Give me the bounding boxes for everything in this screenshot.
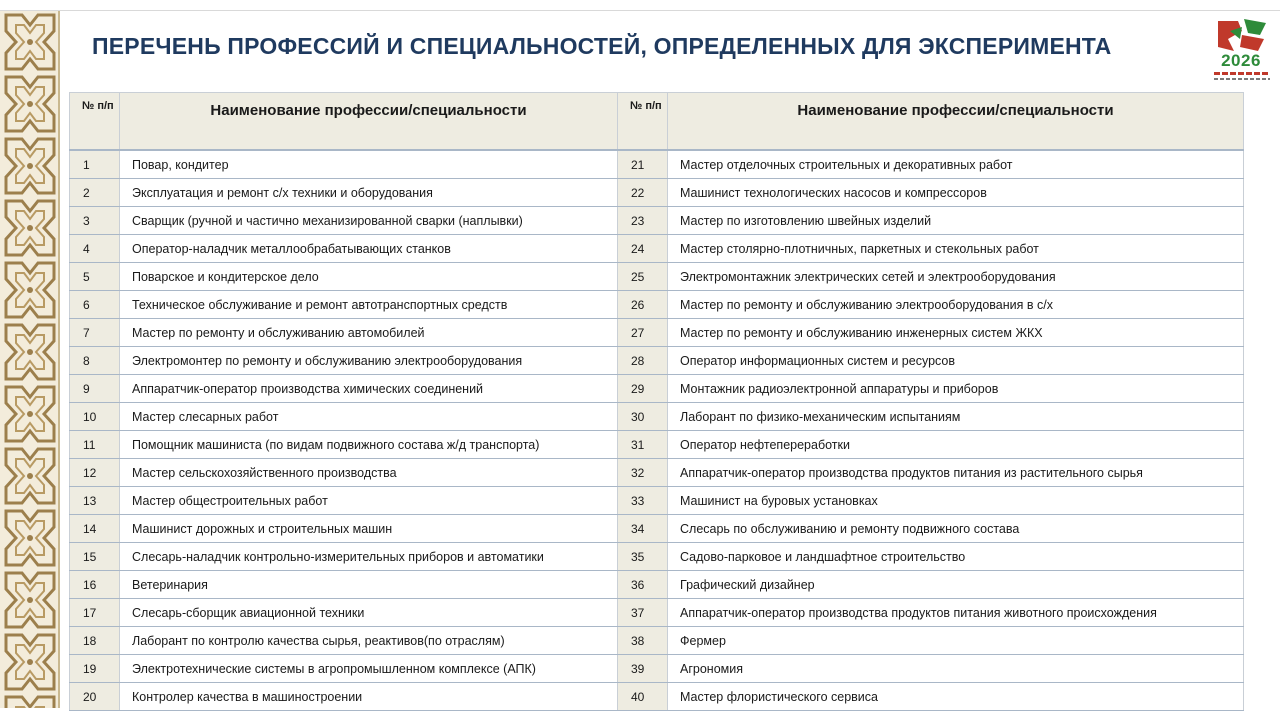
profession-name-left: Эксплуатация и ремонт с/х техники и оборудования — [120, 179, 618, 207]
row-number-right: 23 — [618, 207, 668, 235]
table-row — [70, 515, 1244, 543]
profession-name-left: Помощник машиниста (по видам подвижного состава ж/д транспорта) — [120, 431, 618, 459]
header-name-left: Наименование профессии/специальности — [120, 93, 618, 151]
table-row — [70, 319, 1244, 347]
row-number-right: 33 — [618, 487, 668, 515]
table-row — [70, 599, 1244, 627]
profession-name-left: Аппаратчик-оператор производства химических соединений — [120, 375, 618, 403]
table-row — [70, 459, 1244, 487]
profession-name-left: Повар, кондитер — [120, 150, 618, 179]
table-row — [70, 291, 1244, 319]
profession-name-left: Поварское и кондитерское дело — [120, 263, 618, 291]
row-number-right: 32 — [618, 459, 668, 487]
profession-name-right: Монтажник радиоэлектронной аппаратуры и приборов — [668, 375, 1244, 403]
row-number-right: 39 — [618, 655, 668, 683]
row-number-right: 37 — [618, 599, 668, 627]
table-row — [70, 150, 1244, 179]
row-number-left: 6 — [70, 291, 120, 319]
profession-name-left: Мастер слесарных работ — [120, 403, 618, 431]
profession-name-right: Оператор нефтепереработки — [668, 431, 1244, 459]
header-number-right: № п/п — [618, 93, 668, 151]
logo-caption-line — [1214, 72, 1270, 75]
profession-name-right: Мастер флористического сервиса — [668, 683, 1244, 711]
row-number-right: 25 — [618, 263, 668, 291]
row-number-right: 21 — [618, 150, 668, 179]
row-number-right: 30 — [618, 403, 668, 431]
profession-name-left: Мастер сельскохозяйственного производства — [120, 459, 618, 487]
table-row — [70, 655, 1244, 683]
profession-name-right: Мастер по ремонту и обслуживанию инженерных систем ЖКХ — [668, 319, 1244, 347]
table-header-row — [70, 93, 1244, 151]
profession-name-right: Аппаратчик-оператор производства продуктов питания из растительного сырья — [668, 459, 1244, 487]
row-number-right: 24 — [618, 235, 668, 263]
row-number-left: 16 — [70, 571, 120, 599]
row-number-right: 22 — [618, 179, 668, 207]
header-number-left: № п/п — [70, 93, 120, 151]
row-number-left: 17 — [70, 599, 120, 627]
profession-name-left: Электротехнические системы в агропромышленном комплексе (АПК) — [120, 655, 618, 683]
profession-name-right: Электромонтажник электрических сетей и электрооборудования — [668, 263, 1244, 291]
profession-name-right: Агрономия — [668, 655, 1244, 683]
profession-name-left: Техническое обслуживание и ремонт автотранспортных средств — [120, 291, 618, 319]
profession-name-right: Фермер — [668, 627, 1244, 655]
row-number-left: 4 — [70, 235, 120, 263]
profession-name-left: Контролер качества в машиностроении — [120, 683, 618, 711]
table-row — [70, 683, 1244, 711]
row-number-right: 29 — [618, 375, 668, 403]
profession-name-left: Слесарь-наладчик контрольно-измерительных приборов и автоматики — [120, 543, 618, 571]
table-row — [70, 179, 1244, 207]
year-logo — [1212, 17, 1270, 87]
profession-name-left: Мастер общестроительных работ — [120, 487, 618, 515]
top-divider — [0, 10, 1280, 11]
profession-name-right: Машинист на буровых установках — [668, 487, 1244, 515]
row-number-right: 35 — [618, 543, 668, 571]
row-number-right: 34 — [618, 515, 668, 543]
profession-name-left: Электромонтер по ремонту и обслуживанию электрооборудования — [120, 347, 618, 375]
profession-name-right: Мастер столярно-плотничных, паркетных и стекольных работ — [668, 235, 1244, 263]
row-number-right: 38 — [618, 627, 668, 655]
table-row — [70, 207, 1244, 235]
row-number-right: 28 — [618, 347, 668, 375]
row-number-right: 40 — [618, 683, 668, 711]
row-number-left: 11 — [70, 431, 120, 459]
profession-name-right: Мастер по изготовлению швейных изделий — [668, 207, 1244, 235]
row-number-left: 20 — [70, 683, 120, 711]
profession-name-left: Оператор-наладчик металлообрабатывающих станков — [120, 235, 618, 263]
row-number-left: 15 — [70, 543, 120, 571]
row-number-left: 10 — [70, 403, 120, 431]
table-row — [70, 263, 1244, 291]
decorative-ornament-border — [0, 11, 60, 708]
profession-name-right: Садово-парковое и ландшафтное строительство — [668, 543, 1244, 571]
profession-name-right: Мастер отделочных строительных и декоративных работ — [668, 150, 1244, 179]
row-number-right: 26 — [618, 291, 668, 319]
table-row — [70, 571, 1244, 599]
row-number-left: 14 — [70, 515, 120, 543]
header-name-right: Наименование профессии/специальности — [668, 93, 1244, 151]
row-number-left: 13 — [70, 487, 120, 515]
profession-name-left: Лаборант по контролю качества сырья, реактивов(по отраслям) — [120, 627, 618, 655]
profession-name-right: Оператор информационных систем и ресурсов — [668, 347, 1244, 375]
page-title: ПЕРЕЧЕНЬ ПРОФЕССИЙ И СПЕЦИАЛЬНОСТЕЙ, ОПРЕДЕЛЕННЫХ ДЛЯ ЭКСПЕРИМЕНТА — [92, 33, 1112, 59]
row-number-left: 3 — [70, 207, 120, 235]
table-row — [70, 375, 1244, 403]
row-number-left: 7 — [70, 319, 120, 347]
row-number-left: 8 — [70, 347, 120, 375]
table-row — [70, 543, 1244, 571]
profession-name-right: Лаборант по физико-механическим испытаниям — [668, 403, 1244, 431]
profession-name-left: Ветеринария — [120, 571, 618, 599]
logo-caption-line-2 — [1214, 78, 1270, 80]
row-number-left: 9 — [70, 375, 120, 403]
profession-name-right: Графический дизайнер — [668, 571, 1244, 599]
profession-name-right: Мастер по ремонту и обслуживанию электрооборудования в с/х — [668, 291, 1244, 319]
profession-name-right: Машинист технологических насосов и компрессоров — [668, 179, 1244, 207]
row-number-left: 2 — [70, 179, 120, 207]
profession-name-right: Аппаратчик-оператор производства продуктов питания животного происхождения — [668, 599, 1244, 627]
row-number-left: 5 — [70, 263, 120, 291]
star-emblem-icon — [1212, 17, 1270, 53]
profession-name-right: Слесарь по обслуживанию и ремонту подвижного состава — [668, 515, 1244, 543]
logo-year: 2026 — [1221, 51, 1261, 70]
table-row — [70, 627, 1244, 655]
table-row — [70, 487, 1244, 515]
row-number-left: 1 — [70, 150, 120, 179]
table-row — [70, 403, 1244, 431]
row-number-right: 31 — [618, 431, 668, 459]
profession-name-left: Машинист дорожных и строительных машин — [120, 515, 618, 543]
row-number-right: 27 — [618, 319, 668, 347]
profession-name-left: Мастер по ремонту и обслуживанию автомобилей — [120, 319, 618, 347]
row-number-left: 12 — [70, 459, 120, 487]
profession-name-left: Сварщик (ручной и частично механизированной сварки (наплывки) — [120, 207, 618, 235]
row-number-left: 19 — [70, 655, 120, 683]
row-number-right: 36 — [618, 571, 668, 599]
professions-table — [69, 92, 1244, 711]
row-number-left: 18 — [70, 627, 120, 655]
profession-name-left: Слесарь-сборщик авиационной техники — [120, 599, 618, 627]
table-row — [70, 347, 1244, 375]
table-row — [70, 431, 1244, 459]
table-row — [70, 235, 1244, 263]
